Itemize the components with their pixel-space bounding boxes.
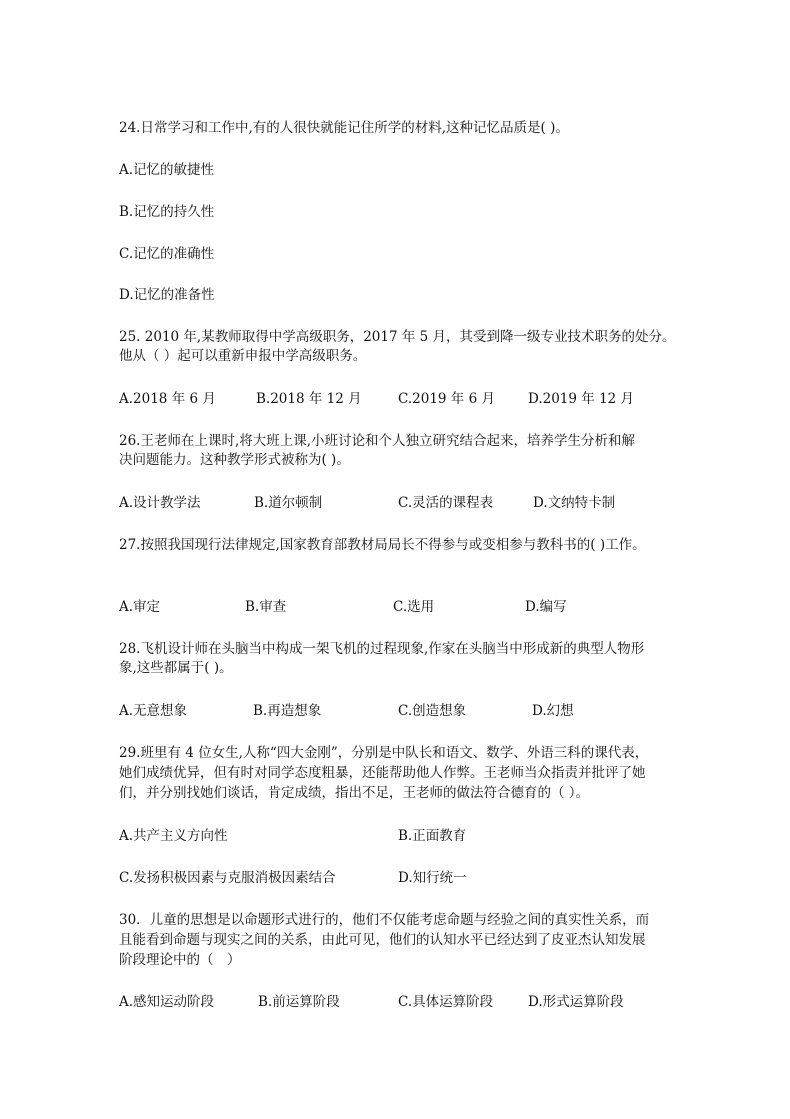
option-d: D.记忆的准备性 (119, 287, 215, 303)
option-c: C.创造想象 (398, 703, 467, 719)
question-stem: 他从（ ）起可以重新申报中学高级职务。 (119, 348, 367, 364)
question-stem: 25. 2010 年,某教师取得中学高级职务，2017 年 5 月，其受到降一级专业技术职务的处分。 (119, 329, 676, 345)
option-a: A.2018 年 6 月 (119, 391, 216, 407)
question-stem: 且能看到命题与现实之间的关系，由此可见，他们的认知水平已经达到了皮亚杰认知发展 (119, 932, 646, 948)
option-a: A.感知运动阶段 (119, 994, 215, 1010)
question-stem: 28.飞机设计师在头脑当中构成一架飞机的过程现象,作家在头脑当中形成新的典型人物形 (119, 641, 645, 657)
option-c: C.记忆的准确性 (119, 246, 215, 262)
question-stem: 24.日常学习和工作中,有的人很快就能记住所学的材料,这种记忆品质是( )。 (119, 120, 569, 136)
question-stem: 象,这些都属于( )。 (119, 660, 233, 676)
option-c: C.2019 年 6 月 (398, 391, 495, 407)
option-c: C.发扬积极因素与克服消极因素结合 (119, 870, 336, 886)
option-c: C.选用 (393, 599, 435, 615)
question-stem: 27.按照我国现行法律规定,国家教育部教材局局长不得参与或变相参与教科书的( )工作。 (119, 537, 646, 553)
option-d: D.2019 年 12 月 (528, 391, 635, 407)
question-stem: 29.班里有 4 位女生,人称“四大金刚”，分别是中队长和语文、数学、外语三科的课代表， (119, 745, 649, 761)
option-d: D.幻想 (532, 703, 574, 719)
question-stem: 们，并分别找她们谈话，肯定成绩，指出不足，王老师的做法符合德育的（ ）。 (119, 785, 590, 801)
option-c: C.灵活的课程表 (398, 495, 494, 511)
option-a: A.无意想象 (119, 703, 188, 719)
question-stem: 决问题能力。这种教学形式被称为( )。 (119, 452, 350, 468)
option-d: D.文纳特卡制 (533, 495, 616, 511)
option-a: A.共产主义方向性 (119, 828, 228, 844)
option-a: A.审定 (119, 599, 161, 615)
option-a: A.记忆的敏捷性 (119, 162, 215, 178)
option-a: A.设计教学法 (119, 495, 201, 511)
option-b: B.审查 (245, 599, 287, 615)
option-d: D.编写 (525, 599, 567, 615)
option-c: C.具体运算阶段 (398, 994, 494, 1010)
question-stem: 26.王老师在上课时,将大班上课,小班讨论和个人独立研究结合起来，培养学生分析和解 (119, 433, 636, 449)
option-b: B.正面教育 (398, 828, 467, 844)
option-b: B.2018 年 12 月 (256, 391, 362, 407)
option-b: B.前运算阶段 (258, 994, 340, 1010)
question-stem: 30．儿童的思想是以命题形式进行的，他们不仅能考虑命题与经验之间的真实性关系，而 (119, 912, 650, 928)
question-stem: 阶段理论中的（ ） (119, 952, 241, 968)
option-b: B.记忆的持久性 (119, 204, 215, 220)
option-b: B.道尔顿制 (254, 495, 323, 511)
option-d: D.形式运算阶段 (528, 994, 624, 1010)
option-d: D.知行统一 (398, 870, 467, 886)
question-stem: 她们成绩优异，但有时对同学态度粗暴，还能帮助他人作弊。王老师当众指责并批评了她 (119, 765, 646, 781)
option-b: B.再造想象 (253, 703, 322, 719)
